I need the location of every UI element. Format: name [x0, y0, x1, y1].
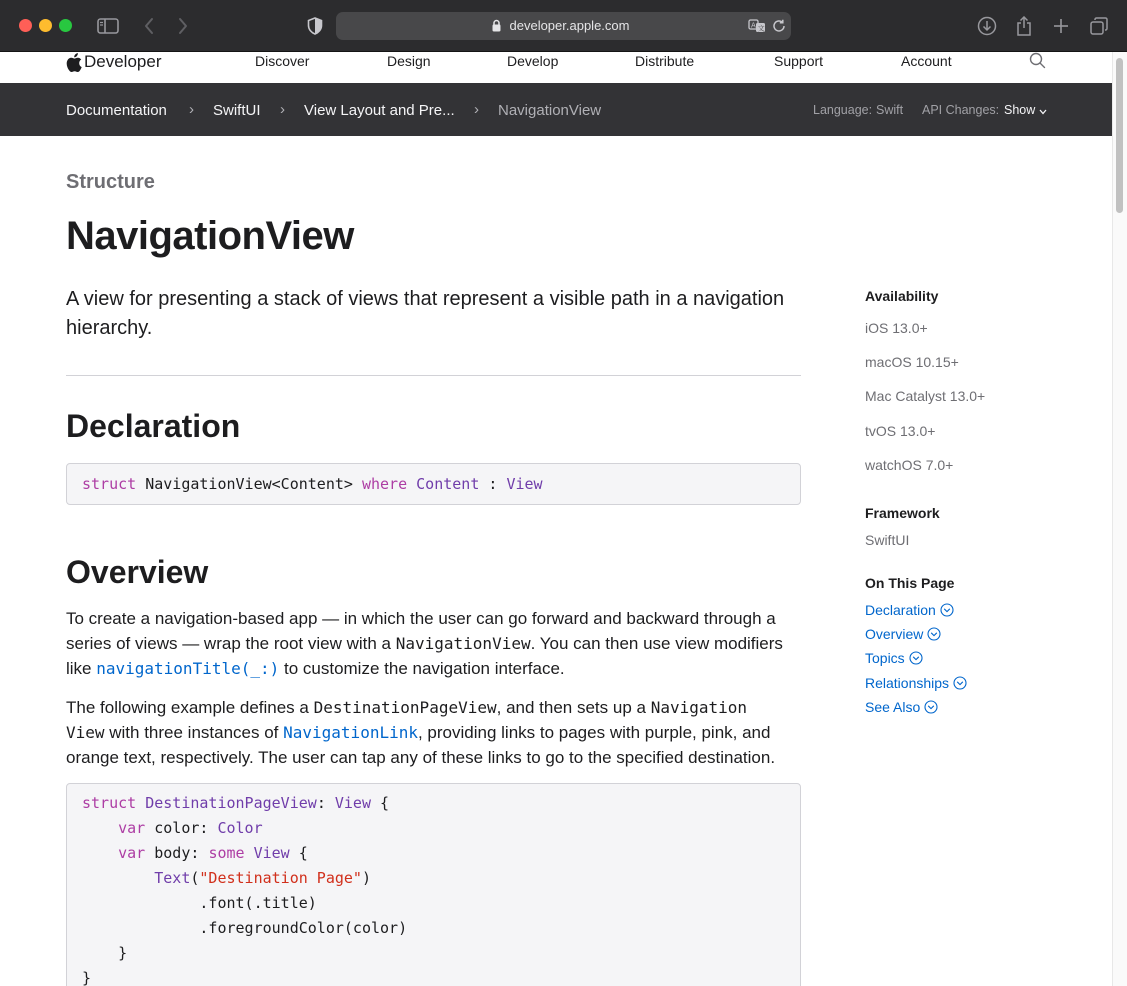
- overview-paragraph-2: [66, 695, 806, 770]
- translate-icon[interactable]: [745, 14, 769, 38]
- code-keyword: struct: [82, 794, 137, 812]
- code-generic: Content: [416, 475, 480, 493]
- breadcrumb-view-layout[interactable]: View Layout and Pre...: [304, 102, 455, 119]
- chevron-circle-down-icon: [924, 700, 938, 714]
- chevron-circle-down-icon: [909, 651, 923, 665]
- nav-item-distribute[interactable]: Distribute: [635, 53, 695, 69]
- url-text: developer.apple.com: [509, 18, 630, 33]
- overview-heading: Overview: [66, 554, 209, 590]
- text: with three instances of: [104, 723, 284, 742]
- code-brace: }: [82, 969, 92, 986]
- code-line: [82, 969, 800, 986]
- forward-icon[interactable]: [171, 14, 195, 38]
- code-function: Text: [154, 869, 191, 887]
- on-this-page-heading: On This Page: [865, 575, 955, 591]
- framework-value: SwiftUI: [865, 532, 910, 548]
- search-icon[interactable]: [1029, 52, 1046, 74]
- page-abstract: A view for presenting a stack of views that represent a visible path in a navigation hierarchy.: [66, 288, 785, 339]
- code-keyword: where: [361, 475, 408, 493]
- privacy-shield-icon[interactable]: [303, 14, 327, 38]
- inline-code: NavigationView: [395, 634, 531, 653]
- text: The following example defines a: [66, 698, 314, 717]
- nav-item-design[interactable]: Design: [387, 53, 431, 69]
- code-modifier: .foregroundColor(color): [199, 919, 408, 937]
- api-changes-toggle[interactable]: Show: [1004, 103, 1036, 117]
- code-type: View: [253, 844, 290, 862]
- minimize-window-button[interactable]: [39, 19, 52, 32]
- inline-code: View: [66, 723, 105, 742]
- back-icon[interactable]: [137, 14, 161, 38]
- code-keyword: some: [208, 844, 245, 862]
- platform-macos: macOS 10.15+: [865, 354, 959, 370]
- breadcrumb-documentation[interactable]: Documentation: [66, 102, 167, 119]
- inline-code: DestinationPageView: [313, 698, 497, 717]
- breadcrumb-separator: ›: [280, 101, 285, 118]
- code-brace: {: [380, 794, 390, 812]
- language-label: Language:: [813, 103, 873, 117]
- code-brace: {: [298, 844, 308, 862]
- code-brace: }: [118, 944, 128, 962]
- tab-overview-icon[interactable]: [1087, 14, 1111, 38]
- code-line: [82, 844, 800, 869]
- sidebar-toggle-icon[interactable]: [96, 14, 120, 38]
- text: to customize the navigation interface.: [279, 659, 565, 678]
- svg-text:A: A: [751, 21, 756, 30]
- zoom-window-button[interactable]: [59, 19, 72, 32]
- link-label: Topics: [865, 650, 905, 666]
- code-identifier: body:: [154, 844, 200, 862]
- text: To create a navigation-based app — in which the user can go forward and backward through a series of views — wrap the root view with a: [66, 609, 776, 653]
- text: , providing links to pages with purple, pink, and orange text, respectively. The user can tap any of these links to go to the specified destination.: [66, 723, 776, 767]
- brand-label: Developer: [84, 52, 162, 71]
- breadcrumb: [0, 83, 1112, 136]
- code-type-name: DestinationPageView: [145, 794, 317, 812]
- nav-item-account[interactable]: Account: [901, 53, 952, 69]
- platform-ios: iOS 13.0+: [865, 320, 928, 336]
- page-title: NavigationView: [66, 214, 354, 258]
- language-value[interactable]: Swift: [876, 103, 904, 117]
- code-type: Color: [217, 819, 263, 837]
- chevron-circle-down-icon: [953, 676, 967, 690]
- availability-heading: Availability: [865, 288, 939, 304]
- code-paren: ): [361, 869, 371, 887]
- code-type-link[interactable]: View: [506, 475, 543, 493]
- platform-watchos: watchOS 7.0+: [865, 457, 954, 473]
- link-label: Relationships: [865, 675, 950, 691]
- chevron-circle-down-icon: [927, 627, 941, 641]
- global-nav: [0, 52, 1112, 83]
- downloads-icon[interactable]: [975, 14, 999, 38]
- symbol-kind: Structure: [66, 171, 155, 193]
- browser-toolbar: [0, 0, 1127, 52]
- close-window-button[interactable]: [19, 19, 32, 32]
- code-line: [82, 819, 800, 844]
- navigation-title-link[interactable]: navigationTitle(_:): [96, 659, 280, 678]
- link-label: Declaration: [865, 602, 936, 618]
- breadcrumb-separator: ›: [474, 101, 479, 118]
- developer-logo[interactable]: [66, 52, 162, 72]
- code-identifier: color:: [154, 819, 209, 837]
- code-colon: :: [316, 794, 326, 812]
- link-label: Overview: [865, 626, 924, 642]
- apple-logo-icon: [66, 53, 82, 72]
- nav-item-develop[interactable]: Develop: [507, 53, 559, 69]
- code-paren: (: [190, 869, 200, 887]
- code-keyword: struct: [82, 475, 137, 493]
- code-sample: [66, 783, 801, 986]
- overview-paragraph-1: [66, 606, 806, 681]
- api-changes-label: API Changes:: [922, 103, 1000, 117]
- code-colon: :: [488, 475, 498, 493]
- breadcrumb-separator: ›: [189, 101, 194, 118]
- address-bar[interactable]: [336, 12, 791, 40]
- declaration-heading: Declaration: [66, 408, 241, 444]
- navigation-link-link[interactable]: NavigationLink: [283, 723, 418, 742]
- platform-tvos: tvOS 13.0+: [865, 423, 936, 439]
- code-line: [82, 919, 800, 944]
- on-this-page-relationships[interactable]: [865, 675, 967, 691]
- breadcrumb-current: NavigationView: [498, 102, 602, 119]
- framework-heading: Framework: [865, 505, 940, 521]
- code-line: [82, 794, 800, 819]
- text: , and then sets up a: [496, 698, 651, 717]
- chevron-down-icon: [1039, 109, 1047, 115]
- share-icon[interactable]: [1012, 14, 1036, 38]
- new-tab-icon[interactable]: [1049, 14, 1073, 38]
- on-this-page-declaration[interactable]: [865, 602, 954, 618]
- inline-code: Navigation: [650, 698, 748, 717]
- platform-mac-catalyst: Mac Catalyst 13.0+: [865, 388, 986, 404]
- on-this-page-overview[interactable]: [865, 626, 941, 642]
- code-keyword: var: [118, 819, 146, 837]
- nav-item-discover[interactable]: Discover: [255, 53, 310, 69]
- on-this-page-topics[interactable]: [865, 650, 923, 666]
- code-type-name: NavigationView<Content>: [145, 475, 353, 493]
- text: . You can then use view modifiers like: [66, 634, 783, 678]
- breadcrumb-swiftui[interactable]: SwiftUI: [213, 102, 261, 119]
- code-keyword: var: [118, 844, 146, 862]
- chevron-circle-down-icon: [940, 603, 954, 617]
- code-modifier: .font(.title): [199, 894, 317, 912]
- code-line: [82, 869, 800, 894]
- code-type: View: [334, 794, 371, 812]
- code-string: "Destination Page": [199, 869, 362, 887]
- nav-item-support[interactable]: Support: [774, 53, 824, 69]
- scrollbar-thumb[interactable]: [1116, 58, 1123, 213]
- declaration-code: [66, 463, 801, 505]
- link-label: See Also: [865, 699, 921, 715]
- reload-icon[interactable]: [767, 14, 791, 38]
- code-line: [82, 944, 800, 969]
- svg-text:文: 文: [757, 24, 765, 33]
- section-divider: [66, 375, 801, 376]
- code-line: [82, 894, 800, 919]
- on-this-page-see-also[interactable]: [865, 699, 938, 715]
